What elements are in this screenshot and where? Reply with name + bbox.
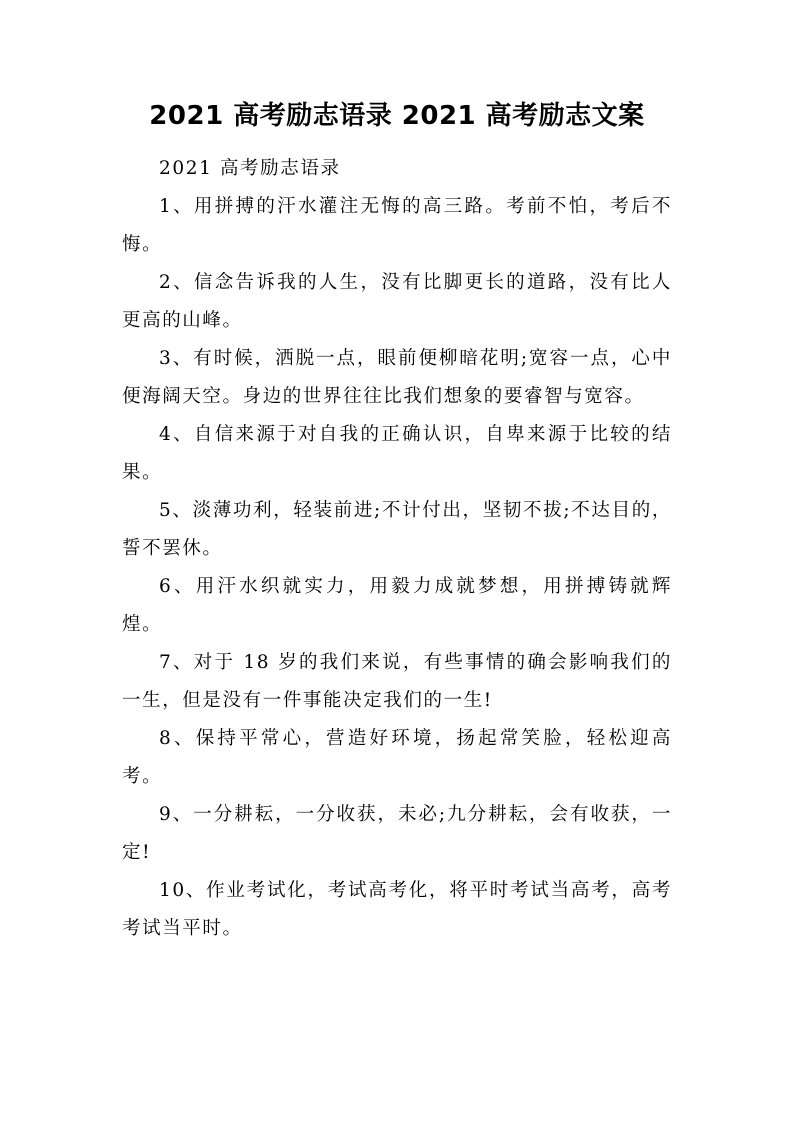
quote-item-4: 4、自信来源于对自我的正确认识，自卑来源于比较的结果。 — [122, 424, 672, 483]
quote-item-9: 9、一分耕耘，一分收获，未必;九分耕耘，会有收获，一定! — [122, 804, 672, 863]
quote-item-1: 1、用拼搏的汗水灌注无悔的高三路。考前不怕，考后不悔。 — [122, 196, 672, 255]
quote-item-10: 10、作业考试化，考试高考化，将平时考试当高考，高考考试当平时。 — [122, 880, 672, 939]
document-title: 2021 高考励志语录 2021 高考励志文案 — [149, 101, 645, 131]
quote-item-6: 6、用汗水织就实力，用毅力成就梦想，用拼搏铸就辉煌。 — [122, 576, 672, 635]
quote-item-2: 2、信念告诉我的人生，没有比脚更长的道路，没有比人更高的山峰。 — [122, 272, 672, 331]
document-body — [122, 150, 672, 948]
quote-item-3: 3、有时候，洒脱一点，眼前便柳暗花明;宽容一点，心中便海阔天空。身边的世界往往比我们想象的要睿智与宽容。 — [122, 348, 672, 407]
quote-item-5: 5、淡薄功利，轻装前进;不计付出，坚韧不拔;不达目的，誓不罢休。 — [122, 500, 672, 559]
section-heading: 2021 高考励志语录 — [159, 158, 341, 179]
quote-item-7: 7、对于 18 岁的我们来说，有些事情的确会影响我们的一生，但是没有一件事能决定我们的一生! — [122, 652, 672, 711]
quote-item-8: 8、保持平常心，营造好环境，扬起常笑脸，轻松迎高考。 — [122, 728, 672, 787]
